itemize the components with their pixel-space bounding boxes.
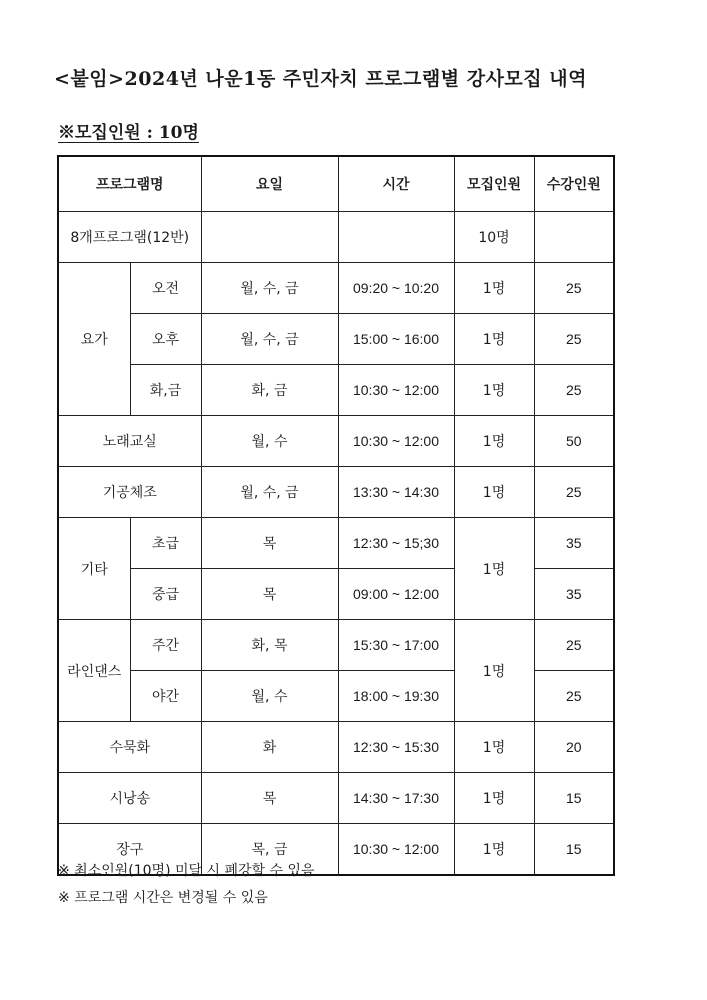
students: 35	[534, 569, 614, 620]
days: 월, 수, 금	[201, 467, 338, 518]
recruit: 1명	[454, 416, 534, 467]
header-recruit: 모집인원	[454, 156, 534, 212]
table-row	[58, 365, 614, 416]
days: 월, 수	[201, 416, 338, 467]
days: 월, 수, 금	[201, 314, 338, 365]
recruit: 1명	[454, 314, 534, 365]
time: 10:30 ~ 12:00	[338, 416, 454, 467]
days: 화, 목	[201, 620, 338, 671]
program-name: 노래교실	[58, 416, 201, 467]
days: 월, 수, 금	[201, 263, 338, 314]
students: 25	[534, 620, 614, 671]
students: 25	[534, 467, 614, 518]
sub-class: 야간	[130, 671, 201, 722]
students: 25	[534, 671, 614, 722]
header-program: 프로그램명	[58, 156, 201, 212]
sub-class: 화,금	[130, 365, 201, 416]
time: 10:30 ~ 12:00	[338, 365, 454, 416]
summary-program: 8개프로그램(12반)	[58, 212, 201, 263]
table-row	[58, 263, 614, 314]
header-time: 시간	[338, 156, 454, 212]
recruit: 1명	[454, 773, 534, 824]
students: 20	[534, 722, 614, 773]
recruit: 1명	[454, 365, 534, 416]
students: 35	[534, 518, 614, 569]
table-row	[58, 620, 614, 671]
table-row	[58, 773, 614, 824]
time: 09:20 ~ 10:20	[338, 263, 454, 314]
page-title: <붙임>2024년 나운1동 주민자치 프로그램별 강사모집 내역	[54, 68, 587, 90]
sub-class: 오전	[130, 263, 201, 314]
days: 목, 금	[201, 824, 338, 876]
program-name: 시낭송	[58, 773, 201, 824]
days: 화	[201, 722, 338, 773]
footnote: ※ 프로그램 시간은 변경될 수 있음	[58, 890, 268, 906]
program-name: 기타	[58, 518, 130, 620]
table-header-row	[58, 156, 614, 212]
sub-class: 주간	[130, 620, 201, 671]
summary-time	[338, 212, 454, 263]
header-days: 요일	[201, 156, 338, 212]
summary-recruit: 10명	[454, 212, 534, 263]
table-row	[58, 518, 614, 569]
days: 화, 금	[201, 365, 338, 416]
program-name: 라인댄스	[58, 620, 130, 722]
recruit: 1명	[454, 263, 534, 314]
time: 15:00 ~ 16:00	[338, 314, 454, 365]
summary-row	[58, 212, 614, 263]
sub-class: 오후	[130, 314, 201, 365]
recruit: 1명	[454, 824, 534, 876]
program-name: 기공체조	[58, 467, 201, 518]
program-name: 요가	[58, 263, 130, 416]
time: 10:30 ~ 12:00	[338, 824, 454, 876]
days: 목	[201, 773, 338, 824]
summary-days	[201, 212, 338, 263]
students: 50	[534, 416, 614, 467]
table-row	[58, 416, 614, 467]
recruit: 1명	[454, 518, 534, 620]
time: 13:30 ~ 14:30	[338, 467, 454, 518]
students: 25	[534, 365, 614, 416]
recruit: 1명	[454, 620, 534, 722]
days: 월, 수	[201, 671, 338, 722]
sub-class: 초급	[130, 518, 201, 569]
program-table	[57, 155, 615, 876]
time: 14:30 ~ 17:30	[338, 773, 454, 824]
summary-students	[534, 212, 614, 263]
students: 15	[534, 773, 614, 824]
footnote: ※ 최소인원(10명) 미달 시 폐강할 수 있음	[58, 863, 315, 879]
program-name: 수묵화	[58, 722, 201, 773]
students: 25	[534, 314, 614, 365]
table-row	[58, 467, 614, 518]
students: 25	[534, 263, 614, 314]
days: 목	[201, 569, 338, 620]
time: 15:30 ~ 17:00	[338, 620, 454, 671]
time: 18:00 ~ 19:30	[338, 671, 454, 722]
program-name: 장구	[58, 824, 201, 876]
recruit: 1명	[454, 722, 534, 773]
sub-class: 중급	[130, 569, 201, 620]
recruit-count-heading: ※모집인원 : 10명	[58, 123, 199, 143]
time: 12:30 ~ 15;30	[338, 518, 454, 569]
students: 15	[534, 824, 614, 876]
header-students: 수강인원	[534, 156, 614, 212]
days: 목	[201, 518, 338, 569]
time: 09:00 ~ 12:00	[338, 569, 454, 620]
time: 12:30 ~ 15:30	[338, 722, 454, 773]
table-row	[58, 722, 614, 773]
footnotes	[58, 858, 315, 912]
recruit: 1명	[454, 467, 534, 518]
table-row	[58, 314, 614, 365]
